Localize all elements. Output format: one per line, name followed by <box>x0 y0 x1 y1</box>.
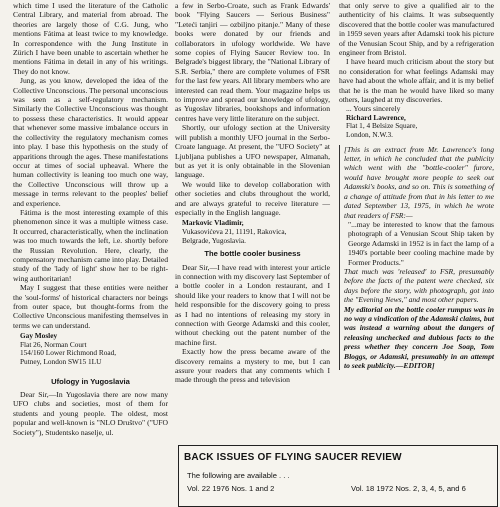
letter-heading: The bottle cooler business <box>204 249 301 259</box>
closing-line: ... Yours sincerely <box>346 104 401 114</box>
column-3 <box>339 1 494 370</box>
editor-note-paragraph: [This is an extract from Mr. Lawrence's long letter, in which he concluded that the publicity which went with the "bottle-cooler" furore, would have brought more people to seek out Adamski's books, and so on. This is something of a change of attitude from that in his letter to me dated September 13, 1975, in which he wrote that readers of FSR:— <box>344 144 494 220</box>
article-paragraph: Jung, as you know, developed the idea of the Collective Unconscious. The personal unconscious was seen as a self-regulatory mechanism. Similarly the Collective Unconscious was thought to possess these characteristics. It would appear that whenever some massive imbalance occurs in the collectivity the regulatory mechanism comes into play. I base this hypothesis on the study of apparitions through the ages. These manifestations occur at times of social upheaval. Where the human collectivity is leaning too much one way, the Collective Unconscious will throw up a message in terms relevant to the peoples' belief and experience. <box>13 76 168 208</box>
signature-name: Markovic Vladimir, <box>182 218 244 228</box>
editor-note-paragraph: My editorial on the bottle cooler rumpus was in no way a vindication of the Adamski claims, but was instead a warning about the dangers of releasing unchecked and dubious facts to the press whether they concern Joe Soap, Tom Bloggs, or Adamski, presumably in an attempt to seek publicity.—EDITOR] <box>344 304 494 370</box>
article-paragraph: Dear Sir,—I have read with interest your article in connection with my discovery last September of a bottle cooler in a London restaurant, and I should like your readers to know that I will not be held responsible for the discovery going to press as I had no intentions of releasing my story in connection with George Adamski and this cooler, without checking out the patent number of the machine first. <box>175 262 330 347</box>
editor-note-paragraph: That much was 'released' to FSR, presumably before the facts of the patent were checked, six days before the story, with photograph, got into the "Evening News," and most other papers. <box>344 266 494 305</box>
back-issues-title: BACK ISSUES OF FLYING SAUCER REVIEW <box>184 452 402 463</box>
article-paragraph: Fátima is the most interesting example of this phenomenon since it was a multiple witness case. It occurred, characteristically, when the inclination was too much towards the left, i.e. shortly before the Russian Revolution. Here, clearly, the compensatory mechanism came into play. Detailed study of the 'lady of light' show her to be right-wing authoritarian! <box>13 207 168 283</box>
article-paragraph: a few in Serbo-Croate, such as Frank Edwards' book "Flying Saucers — Serious Business" "Leteći tanjiri — ozbiljno pitanje." Many of these books were donated by our friends and collaborators in ufology worldwide. We have some copies of Flying Saucer Review too. In Belgrade's biggest library, the "National Library of S.R. Serbia," there are complete volumes of FSR for the last few years. All library members who are interested can read them. Your magazine helps us to improve and spread our knowledge of ufology, as Yugoslav libraries, bookshops and information centres have very little literature on the subject. <box>175 1 330 123</box>
signature-address: Vukasovićeva 21, 11191, Rakovica, <box>182 226 287 236</box>
editor-note <box>339 145 494 371</box>
signature-address: Belgrade, Yugoslavia. <box>182 235 246 245</box>
signature-name: Gay Mosley <box>20 331 58 341</box>
signature-address: Putney, London SW15 1LU <box>20 357 102 366</box>
article-paragraph: that only serve to give a qualified air to the authenticity of his claims. It was subsequently discovered that the bottle cooler was manufactured in 1959 seven years after Adamski took his picture of the Venusian Scout Ship, and by a refrigeration engineer from Bristol. <box>339 1 494 58</box>
signature-address: Flat 26, Norman Court <box>20 339 87 349</box>
signature-address: Flat 1, 4 Belsize Square, <box>346 121 418 131</box>
column-2 <box>175 1 330 385</box>
column-1 <box>13 1 168 437</box>
article-paragraph: Shortly, our ufology section at the University will publish a monthly UFO journal in the Serbo-Croate language. At present, the "UFO Society" at Ljubljana publishes a UFO newspaper, Almanah, but as yet it is only obtainable in the Slovenian language. <box>175 123 330 180</box>
article-paragraph: We would like to develop collaboration with other societies and clubs throughout the world, and are always grateful to receive literature — especially in the English language. <box>175 179 330 217</box>
article-paragraph: Dear Sir,—In Yugoslavia there are now many UFO clubs and societies, most of them for students and young people. The oldest, most popular and well-known is "NLO Društvo" ("UFO Society"), Studentsko naselje, ul. <box>13 390 168 437</box>
article-paragraph: Exactly how the press became aware of the discovery remains a mystery to me, but I can assure your readers that any comments which I made through the press and television <box>175 347 330 385</box>
signature-address: 154/160 Lower Richmond Road, <box>20 348 117 358</box>
quoted-passage: "...may be interested to know that the famous photograph of a Venusian Scout Ship taken by George Adamski in 1952 is in fact the lamp of a 1940's portable beer cooling machine made by Former Products." <box>348 219 494 267</box>
back-issue-row: Vol. 18 1972 Nos. 2, 3, 4, 5, and 6 <box>351 484 466 493</box>
signature-name: Richard Lawrence, <box>346 112 406 122</box>
signature-address: London, N.W.3. <box>346 130 393 140</box>
article-paragraph: which time I used the literature of the Catholic Central Library, and material from abroad. The theories are largely those of C.G. Jung, who mentions Fátima at least twice to my knowledge. In correspondence with the Jung Institute in Zürich I have been unable to ascertain whether he mentions Fátima in detail in any of his writings. They do not know. <box>13 1 168 76</box>
back-issues-intro: The following are available . . . <box>187 471 290 480</box>
letter-heading: Ufology in Yugoslavia <box>51 376 130 386</box>
article-paragraph: May I suggest that these entities were neither the 'soul-forms' of historical characters nor beings from outer space, but thought-forms from the Collective Unconscious manifesting themselves in terms we can understand. <box>13 283 168 330</box>
back-issue-row: Vol. 22 1976 Nos. 1 and 2 <box>187 484 275 493</box>
article-paragraph: I have heard much criticism about the story but no consideration for what feelings Adamski may have had about the whole affair, and it is my belief that he is the man he would have liked so many others, laughed at my discoveries. <box>339 57 494 105</box>
back-issues-box <box>178 445 498 507</box>
